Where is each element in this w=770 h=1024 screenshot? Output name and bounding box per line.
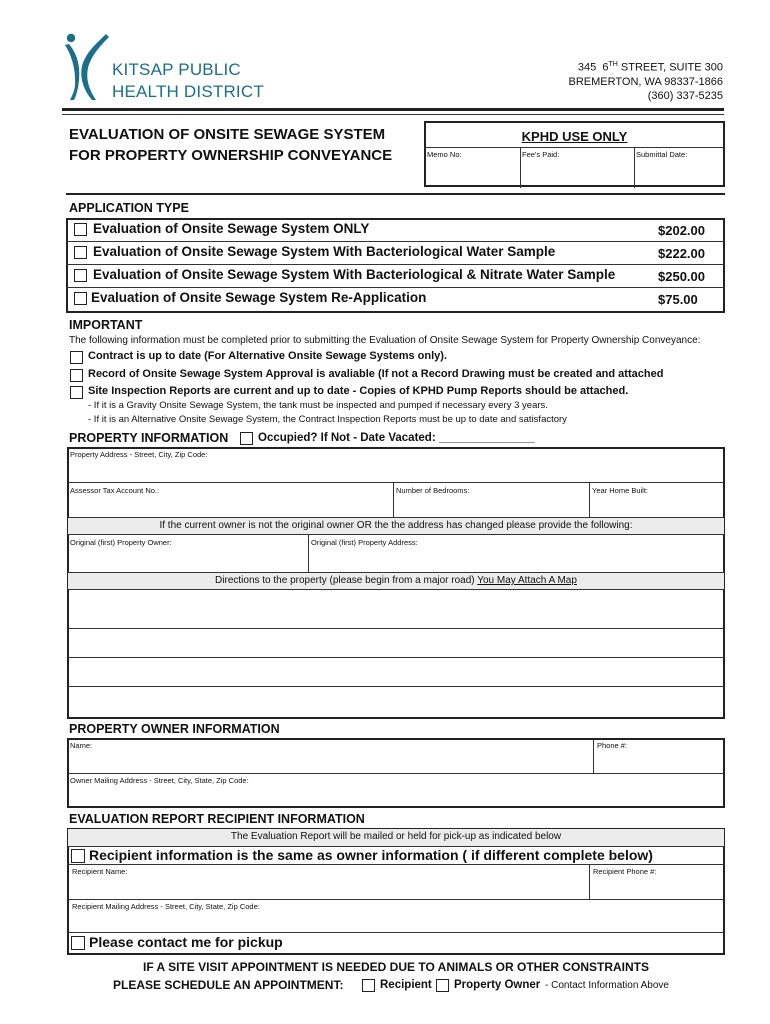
important-heading: IMPORTANT	[69, 318, 143, 332]
owner-name-field[interactable]: Name:	[70, 741, 93, 750]
owner-phone-field[interactable]: Phone #:	[597, 741, 628, 750]
directions-line-1[interactable]	[68, 590, 724, 628]
app-option-1-price: $202.00	[658, 223, 705, 238]
same-as-owner-label: Recipient information is the same as owner information ( if different complete below)	[89, 847, 653, 863]
app-option-1-checkbox[interactable]	[74, 223, 87, 236]
app-option-1-label: Evaluation of Onsite Sewage System ONLY	[93, 221, 370, 236]
title-divider	[66, 193, 725, 195]
address-phone: (360) 337-5235	[647, 90, 723, 102]
app-option-3-checkbox[interactable]	[74, 269, 87, 282]
pickup-label: Please contact me for pickup	[89, 934, 283, 950]
directions-label: Directions to the property (please begin from a major road) You May Attach A Map	[215, 575, 577, 586]
owner-note: If the current owner is not the original owner OR the the address has changed please provide the following:	[159, 520, 633, 531]
prop-col-divider-3	[308, 534, 309, 572]
appointment-owner-checkbox[interactable]	[436, 979, 449, 992]
owner-mailing-field[interactable]: Owner Mailing Address - Street, City, State, Zip Code:	[70, 776, 249, 785]
directions-line-3[interactable]	[68, 658, 724, 686]
app-option-2-price: $222.00	[658, 246, 705, 261]
record-checkbox[interactable]	[70, 369, 83, 382]
form-title-line2: FOR PROPERTY OWNERSHIP CONVEYANCE	[69, 147, 393, 164]
recipient-col-divider	[589, 864, 590, 899]
appointment-owner-label: Property Owner	[454, 979, 541, 991]
bedrooms-field[interactable]: Number of Bedrooms:	[396, 486, 470, 495]
address-street: 345 6TH STREET, SUITE 300	[577, 61, 723, 74]
app-option-4-price: $75.00	[658, 292, 698, 307]
contract-checkbox[interactable]	[70, 351, 83, 364]
org-name-line1: KITSAP PUBLIC	[112, 60, 241, 79]
alternative-note: - If it is an Alternative Onsite Sewage System, the Contract Inspection Reports must be up to date and satisfactory	[88, 414, 567, 425]
important-intro: The following information must be completed prior to submitting the Evaluation of Onsite Sewage System for Property Ownership Conveyance:	[69, 335, 701, 346]
form-title-line1: EVALUATION OF ONSITE SEWAGE SYSTEM	[69, 126, 386, 143]
owner-info-heading: PROPERTY OWNER INFORMATION	[69, 722, 280, 736]
owner-row-divider	[67, 773, 725, 774]
kphd-row-divider	[424, 147, 725, 148]
fees-paid-field[interactable]: Fee's Paid:	[522, 150, 560, 159]
address-city: BREMERTON, WA 98337-1866	[568, 76, 723, 88]
property-info-heading: PROPERTY INFORMATION	[69, 431, 229, 445]
app-option-3-label: Evaluation of Onsite Sewage System With Bacteriological & Nitrate Water Sample	[93, 267, 616, 282]
tax-account-field[interactable]: Assessor Tax Account No.:	[70, 486, 160, 495]
recipient-row-divider-4	[67, 932, 725, 933]
appointment-note-line1: IF A SITE VISIT APPOINTMENT IS NEEDED DUE TO ANIMALS OR OTHER CONSTRAINTS	[142, 960, 650, 974]
appointment-tail-note: - Contact Information Above	[545, 980, 669, 991]
app-row-divider-2	[66, 264, 725, 265]
header-divider-thin	[62, 114, 724, 115]
appointment-recipient-label: Recipient	[380, 979, 432, 991]
directions-line-2[interactable]	[68, 629, 724, 657]
site-inspection-label: Site Inspection Reports are current and up to date - Copies of KPHD Pump Reports should be attached.	[88, 385, 629, 397]
application-type-heading: APPLICATION TYPE	[69, 201, 189, 215]
app-option-4-checkbox[interactable]	[74, 292, 87, 305]
memo-no-field[interactable]: Memo No:	[427, 150, 462, 159]
kphd-col-divider-2	[634, 147, 635, 188]
kitsap-logo-icon	[62, 30, 112, 102]
record-label: Record of Onsite Sewage System Approval is avaliable (If not a Record Drawing must be created and attached	[88, 368, 664, 380]
prop-col-divider-1	[393, 482, 394, 517]
original-address-field[interactable]: Original (first) Property Address:	[311, 538, 418, 547]
kphd-heading: KPHD USE ONLY	[521, 129, 628, 144]
property-address-field[interactable]: Property Address - Street, City, Zip Code:	[70, 450, 208, 459]
site-inspection-checkbox[interactable]	[70, 386, 83, 399]
prop-row-divider-3	[67, 534, 725, 535]
occupied-label: Occupied? If Not - Date Vacated: _______________	[258, 432, 535, 444]
app-option-4-label: Evaluation of Onsite Sewage System Re-Application	[91, 290, 427, 305]
kphd-col-divider-1	[520, 147, 521, 188]
app-row-divider-3	[66, 287, 725, 288]
recipient-row-divider-2	[67, 864, 725, 865]
submittal-date-field[interactable]: Submittal Date:	[636, 150, 688, 159]
prop-row-divider-1	[67, 482, 725, 483]
recipient-row-divider-3	[67, 899, 725, 900]
original-owner-field[interactable]: Original (first) Property Owner:	[70, 538, 172, 547]
same-as-owner-checkbox[interactable]	[71, 849, 85, 863]
occupied-checkbox[interactable]	[240, 432, 253, 445]
recipient-info-heading: EVALUATION REPORT RECIPIENT INFORMATION	[69, 812, 365, 826]
year-built-field[interactable]: Year Home Built:	[592, 486, 649, 495]
gravity-note: - If it is a Gravity Onsite Sewage System, the tank must be inspected and pumped if necessary every 3 years.	[88, 400, 548, 411]
recipient-mailing-field[interactable]: Recipient Mailing Address - Street, City, State, Zip Code:	[72, 902, 260, 911]
app-option-3-price: $250.00	[658, 269, 705, 284]
appointment-note-line2: PLEASE SCHEDULE AN APPOINTMENT:	[113, 978, 344, 992]
org-name-line2: HEALTH DISTRICT	[112, 82, 264, 101]
app-option-2-label: Evaluation of Onsite Sewage System With Bacteriological Water Sample	[93, 244, 556, 259]
directions-line-4[interactable]	[68, 687, 724, 717]
header-divider-thick	[62, 108, 724, 111]
prop-col-divider-2	[589, 482, 590, 517]
appointment-recipient-checkbox[interactable]	[362, 979, 375, 992]
recipient-phone-field[interactable]: Recipient Phone #:	[593, 867, 657, 876]
pickup-checkbox[interactable]	[71, 936, 85, 950]
app-row-divider-1	[66, 241, 725, 242]
owner-col-divider	[593, 738, 594, 773]
app-option-2-checkbox[interactable]	[74, 246, 87, 259]
contract-label: Contract is up to date (For Alternative Onsite Sewage Systems only).	[88, 350, 448, 362]
recipient-name-field[interactable]: Recipient Name:	[72, 867, 128, 876]
recipient-note: The Evaluation Report will be mailed or held for pick-up as indicated below	[230, 831, 562, 842]
